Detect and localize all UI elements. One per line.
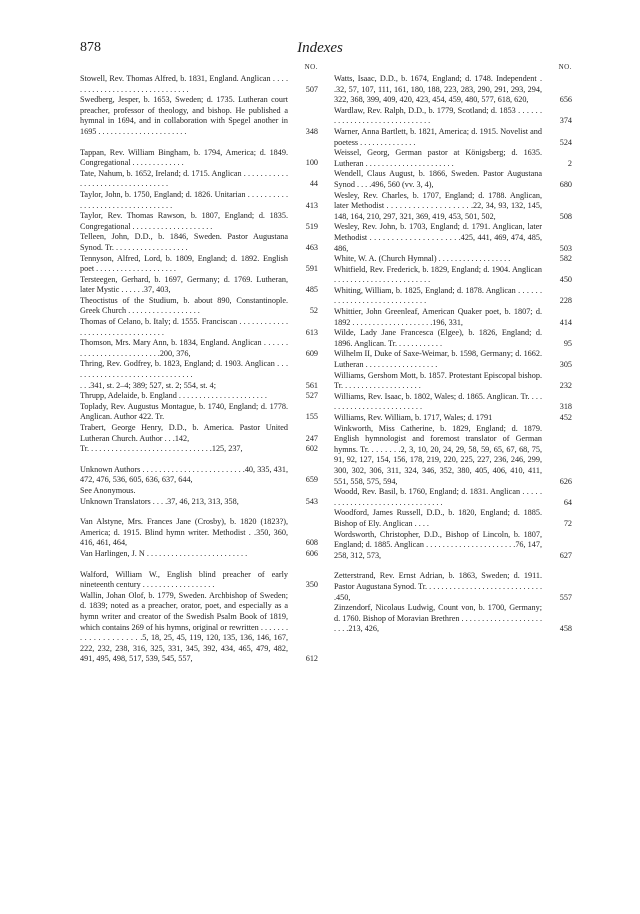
- entry-text: Thomson, Mrs. Mary Ann, b. 1834, England. Anglican . . . . . . . . . . . . . . . . . . . . . . . . . .200, 376,: [80, 338, 288, 358]
- entry-text: Wallin, Johan Olof, b. 1779, Sweden. Archbishop of Sweden; d. 1839; noted as a preacher, orator, poet, and especially as a hymn writer and creator of the Swedish Psalm Book of 1819, which contains 269 of his hymns, original or rewritten . . . . . . . . . . . . . . . . . . . . .5, 18, 25, 45, 119, 120, 135, 136, 146, 167, 222, 232, 238, 316, 325, 331, 345, 392, 434, 465, 479, 482, 491, 495, 498, 517, 539, 545, 557,: [80, 590, 288, 664]
- entry-text: Wilde, Lady Jane Francesca (Elgee), b. 1826, England; d. 1896. Anglican. Tr. . . . . . . . . . . .: [334, 328, 542, 348]
- index-entry: [80, 517, 318, 549]
- entry-text: Tr. . . . . . . . . . . . . . . . . . . . . . . . . . . . . . .125, 237,: [80, 444, 243, 454]
- hymn-number: 612: [305, 654, 318, 664]
- entry-text: Trabert, George Henry, D.D., b. America. Pastor United Lutheran Church. Author . . .142,: [80, 423, 288, 443]
- hymn-number: 557: [559, 592, 572, 602]
- hymn-number: 348: [305, 126, 318, 136]
- hymn-number: 350: [305, 580, 318, 590]
- index-entry: [334, 413, 572, 424]
- index-entry: [80, 338, 318, 359]
- entry-text: Tate, Nahum, b. 1652, Ireland; d. 1715. Anglican . . . . . . . . . . . . . . . . . . . . . . . . . . . . . . . . .: [80, 168, 288, 189]
- entry-text: Tennyson, Alfred, Lord, b. 1809, England; d. 1892. English poet . . . . . . . . . . . . . . . . . . . .: [80, 253, 288, 274]
- entry-text: Wendell, Claus August, b. 1866, Sweden. Pastor Augustana Synod . . . .496, 560 (vv. 3, 4),: [334, 169, 542, 189]
- column-no-label: NO.: [304, 63, 318, 71]
- entry-text: Wesley, Rev. Charles, b. 1707, England; d. 1788. Anglican, later Methodist . . . . . . . . . . . . . . . . . . . .22, 34, 93, 132, 145, 148, 164, 210, 297, 321, 369, 419, 453, 501, 502,: [334, 190, 542, 221]
- group-spacer: [80, 507, 318, 517]
- index-entry: [80, 359, 318, 380]
- index-entry: [80, 190, 318, 211]
- hymn-number: 247: [305, 433, 318, 443]
- index-entry: [80, 423, 318, 444]
- hymn-number: 414: [559, 317, 572, 327]
- hymn-number: 627: [559, 550, 572, 560]
- entry-text: Theoctistus of the Studium, b. about 890, Constantinople. Greek Church . . . . . . . . . . . . . . . . . .: [80, 295, 288, 316]
- index-entry: [334, 74, 572, 106]
- column-no-label: NO.: [558, 63, 572, 71]
- index-entry: [80, 402, 318, 423]
- hymn-number: 659: [305, 475, 318, 485]
- entry-text: Tersteegen, Gerhard, b. 1697, Germany; d. 1769. Lutheran, later Mystic . . . . . .37, 403,: [80, 274, 288, 295]
- hymn-number: 591: [305, 264, 318, 274]
- index-entry: [80, 549, 318, 560]
- index-entry: [80, 74, 318, 95]
- index-entry: [80, 570, 318, 591]
- entry-text: Thrupp, Adelaide, b. England . . . . . . . . . . . . . . . . . . . . . .: [80, 391, 267, 401]
- index-entry: [334, 191, 572, 223]
- hymn-number: 155: [305, 412, 318, 422]
- hymn-number: 95: [563, 338, 572, 348]
- hymn-number: 463: [305, 242, 318, 252]
- group-spacer: [334, 561, 572, 571]
- hymn-number: 232: [559, 381, 572, 391]
- index-entry: [80, 497, 318, 508]
- entry-text: Telleen, John, D.D., b. 1846, Sweden. Pastor Augustana Synod. Tr. . . . . . . . . . . . . . . . . . .: [80, 232, 288, 252]
- entry-text: Taylor, Rev. Thomas Rawson, b. 1807, England; d. 1835. Congregational . . . . . . . . . . . . . . . . . . . .: [80, 211, 288, 231]
- hymn-number: 507: [305, 84, 318, 94]
- entry-text: Woodd, Rev. Basil, b. 1760, England; d. 1831. Anglican . . . . . . . . . . . . . . . . . . . . . . . . . . . . . . . .: [334, 487, 542, 507]
- entry-text: Thring, Rev. Godfrey, b. 1823, England; d. 1903. Anglican . . . . . . . . . . . . . . . . . . . . . . . . . . . . . . .: [80, 359, 288, 380]
- hymn-number: 609: [305, 348, 318, 358]
- entry-text: Wardlaw, Rev. Ralph, D.D., b. 1779, Scotland; d. 1853 . . . . . . . . . . . . . . . . . . . . . . . . . . . . . .: [334, 105, 542, 126]
- entry-text: Unknown Authors . . . . . . . . . . . . . . . . . . . . . . . . .40, 335, 431, 472, 476, 536, 605, 636, 637, 644,: [80, 464, 288, 485]
- index-entry: [334, 222, 572, 254]
- group-spacer: [80, 455, 318, 465]
- hymn-number: 561: [305, 380, 318, 390]
- entry-text: White, W. A. (Church Hymnal) . . . . . . . . . . . . . . . . . .: [334, 254, 511, 264]
- index-entry: [334, 530, 572, 562]
- hymn-number: 626: [559, 476, 572, 486]
- index-entry: [80, 254, 318, 275]
- hymn-number: 458: [559, 624, 572, 634]
- index-entry: [334, 508, 572, 529]
- entry-text: Van Alstyne, Mrs. Frances Jane (Crosby), b. 1820 (1823?), America; d. 1915. Blind hymn writer. Methodist . .350, 360, 416, 461, 464,: [80, 517, 288, 548]
- right-column: [334, 62, 572, 635]
- hymn-number: 582: [559, 254, 572, 264]
- right-entry-list: [334, 74, 572, 635]
- entry-text: Williams, Rev. Isaac, b. 1802, Wales; d. 1865. Anglican. Tr. . . . . . . . . . . . . . . . . . . . . . . . . .: [334, 391, 542, 412]
- hymn-number: 305: [559, 360, 572, 370]
- entry-text: Swedberg, Jesper, b. 1653, Sweden; d. 1735. Lutheran court preacher, professor of theology, and bishop. He published a hymnal in 1694, and in collaboration with Spegel another in 1695 . . . . . . . . . . . . . . . . . . . . . .: [80, 95, 288, 136]
- index-entry: [80, 169, 318, 190]
- index-entry: [334, 265, 572, 286]
- entry-text: Tappan, Rev. William Bingham, b. 1794, America; d. 1849. Congregational . . . . . . . . . . . . .: [80, 147, 288, 168]
- entry-text: See Anonymous.: [80, 485, 136, 495]
- index-entry: [334, 571, 572, 603]
- index-entry: [334, 169, 572, 190]
- entry-text: Toplady, Rev. Augustus Montague, b. 1740, England; d. 1778. Anglican. Author 422. Tr.: [80, 401, 288, 422]
- entry-text: Wesley, Rev. John, b. 1703, England; d. 1791. Anglican, later Methodist . . . . . . . . . . . . . . . . . . . . .425, 441, 469, 474, 485, 486,: [334, 222, 542, 253]
- index-entry: [80, 444, 318, 455]
- entry-text: Stowell, Rev. Thomas Alfred, b. 1831, England. Anglican . . . . . . . . . . . . . . . . . . . . . . . . . . . . . . .: [80, 74, 288, 94]
- entry-text: Weissel, Georg, German pastor at Königsberg; d. 1635. Lutheran . . . . . . . . . . . . . . . . . . . . . .: [334, 148, 542, 168]
- index-entry: [334, 127, 572, 148]
- group-spacer: [80, 138, 318, 148]
- index-entry: [334, 349, 572, 370]
- hymn-number: 656: [559, 95, 572, 105]
- hymn-number: 413: [305, 200, 318, 210]
- index-entry: [334, 487, 572, 508]
- index-entry: [334, 371, 572, 392]
- entry-text: Van Harlingen, J. N . . . . . . . . . . . . . . . . . . . . . . . . .: [80, 548, 248, 558]
- index-entry: [80, 381, 318, 392]
- index-entry: [80, 591, 318, 665]
- hymn-number: 680: [559, 179, 572, 189]
- entry-text: Walford, William W., English blind preacher of early nineteenth century . . . . . . . . . . . . . . . . . .: [80, 569, 288, 590]
- entry-text: Watts, Isaac, D.D., b. 1674, England; d. 1748. Independent . .32, 57, 107, 111, 161, 180, 188, 223, 283, 290, 291, 293, 294, 322, 368, 399, 409, 420, 423, 454, 459, 480, 577, 618, 620,: [334, 74, 542, 105]
- index-entry: [334, 392, 572, 413]
- entry-text: Wordsworth, Christopher, D.D., Bishop of Lincoln, b. 1807, England; d. 1885. Anglican . . . . . . . . . . . . . . . . . . . . . .76, 147, 258, 312, 573,: [334, 529, 542, 560]
- index-entry: [334, 424, 572, 488]
- index-entry: [80, 95, 318, 137]
- hymn-number: 602: [305, 444, 318, 454]
- hymn-number: 374: [559, 116, 572, 126]
- entry-text: Whiting, William, b. 1825, England; d. 1878. Anglican . . . . . . . . . . . . . . . . . . . . . . . . . . . . .: [334, 285, 542, 306]
- index-entry: [80, 296, 318, 317]
- entry-text: Warner, Anna Bartlett, b. 1821, America; d. 1915. Novelist and poetess . . . . . . . . . . . . . .: [334, 126, 542, 147]
- entry-text: Zetterstrand, Rev. Ernst Adrian, b. 1863, Sweden; d. 1911. Pastor Augustana Synod. Tr. . . . . . . . . . . . . . . . . . . . . . . . . . . . . .450,: [334, 571, 542, 602]
- index-entry: [334, 148, 572, 169]
- index-entry: [334, 254, 572, 265]
- hymn-number: 44: [309, 179, 318, 189]
- entry-text: Winkworth, Miss Catherine, b. 1829, England; d. 1879. English hymnologist and foremost translator of German hymns. Tr. . . . . . . .2, 3, 10, 20, 24, 29, 58, 59, 65, 67, 68, 75, 91, 92, 127, 154, 156, 178, 219, 220, 225, 227, 236, 246, 299, 300, 302, 306, 311, 324, 346, 352, 380, 405, 406, 410, 411, 551, 558, 575, 594,: [334, 423, 542, 486]
- entry-text: Woodford, James Russell, D.D., b. 1820, England; d. 1885. Bishop of Ely. Anglican . . . .: [334, 508, 542, 528]
- index-entry: [80, 486, 318, 497]
- left-entry-list: [80, 74, 318, 665]
- hymn-number: 318: [559, 402, 572, 412]
- entry-text: Williams, Gershom Mott, b. 1857. Protestant Episcopal bishop. Tr. . . . . . . . . . . . . . . . . . . .: [334, 370, 542, 391]
- hymn-number: 100: [305, 158, 318, 168]
- hymn-number: 485: [305, 285, 318, 295]
- page-number: 878: [80, 40, 101, 55]
- index-entry: [80, 391, 318, 402]
- index-entry: [80, 275, 318, 296]
- page-title: Indexes: [297, 40, 343, 56]
- entry-text: Unknown Translators . . . .37, 46, 213, 313, 358,: [80, 496, 239, 506]
- entry-text: Taylor, John, b. 1750, England; d. 1826. Unitarian . . . . . . . . . . . . . . . . . . . . . . . . . . . . . . . . .: [80, 189, 288, 210]
- index-entry: [334, 286, 572, 307]
- entry-text: Thomas of Celano, b. Italy; d. 1555. Franciscan . . . . . . . . . . . . . . . . . . . . . . . . . . . . . . . . .: [80, 317, 288, 337]
- index-entry: [80, 211, 318, 232]
- left-column: [80, 62, 318, 665]
- hymn-number: 52: [309, 306, 318, 316]
- hymn-number: 64: [563, 497, 572, 507]
- entry-text: Whitfield, Rev. Frederick, b. 1829, England; d. 1904. Anglican . . . . . . . . . . . . . . . . . . . . . . . .: [334, 264, 542, 285]
- hymn-number: 608: [305, 538, 318, 548]
- entry-text: . . .341, st. 2–4; 389; 527, st. 2; 554, st. 4;: [80, 380, 217, 390]
- index-entry: [80, 465, 318, 486]
- hymn-number: 452: [559, 413, 572, 422]
- hymn-number: 527: [305, 391, 318, 401]
- hymn-number: 613: [305, 327, 318, 337]
- index-entry: [80, 232, 318, 253]
- group-spacer: [80, 560, 318, 570]
- index-entry: [80, 148, 318, 169]
- entry-text: Wilhelm II, Duke of Saxe-Weimar, b. 1598, Germany; d. 1662. Lutheran . . . . . . . . . . . . . . . . . .: [334, 349, 542, 370]
- entry-text: Whittier, John Greenleaf, American Quaker poet, b. 1807; d. 1892 . . . . . . . . . . . . . . . . . . . .196, 331,: [334, 307, 542, 327]
- index-entry: [334, 307, 572, 328]
- hymn-number: 228: [559, 296, 572, 306]
- hymn-number: 519: [305, 221, 318, 231]
- hymn-number: 606: [305, 548, 318, 558]
- entry-text: Williams, Rev. William, b. 1717, Wales; d. 1791: [334, 413, 493, 422]
- hymn-number: 524: [559, 137, 572, 147]
- hymn-number: 508: [559, 211, 572, 221]
- hymn-number: 543: [305, 496, 318, 506]
- index-entry: [80, 317, 318, 338]
- hymn-number: 503: [559, 243, 572, 253]
- index-entry: [334, 603, 572, 635]
- hymn-number: 450: [559, 275, 572, 285]
- hymn-number: 72: [563, 518, 572, 528]
- index-entry: [334, 106, 572, 127]
- hymn-number: 2: [567, 158, 572, 168]
- entry-text: Zinzendorf, Nicolaus Ludwig, Count von, b. 1700, Germany; d. 1760. Bishop of Moravian Brethren . . . . . . . . . . . . . . . . . . . . . . . .213, 426,: [334, 603, 542, 634]
- index-entry: [334, 328, 572, 349]
